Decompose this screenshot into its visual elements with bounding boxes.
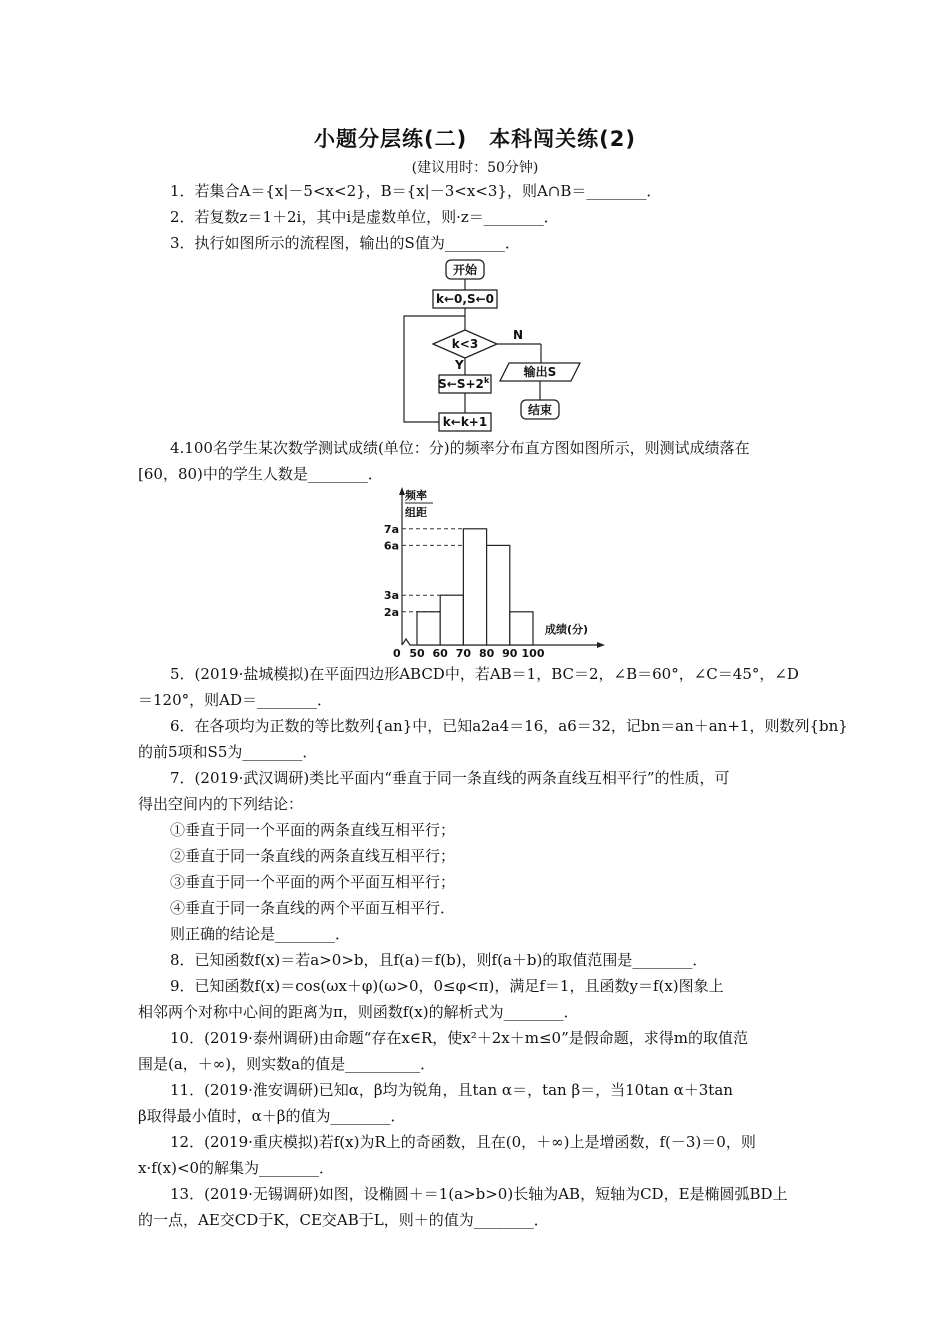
question-3: 3．执行如图所示的流程图，输出的S值为________．	[170, 234, 520, 252]
x-axis-label: 成绩(分)	[545, 623, 589, 636]
histogram-bar-50-60	[417, 612, 440, 645]
histogram-bar-70-80	[463, 529, 486, 645]
x-tick-label-50: 50	[409, 647, 425, 660]
question-4-line-2: [60，80)中的学生人数是________．	[138, 465, 383, 483]
question-7-conclusion: 则正确的结论是________．	[170, 925, 351, 943]
y-tick-label-7a: 7a	[383, 522, 399, 536]
flowchart-update-k-text: k←k+1	[442, 415, 488, 429]
flowchart	[395, 255, 595, 435]
histogram-bar-90-100	[510, 612, 533, 645]
flowchart-end-text: 结束	[527, 403, 553, 417]
question-6-line-2: 的前5项和S5为________．	[138, 743, 318, 761]
frequency-histogram	[375, 485, 615, 665]
flowchart-update-s-exponent: k	[484, 376, 490, 385]
y-tick-label-2a: 2a	[383, 605, 399, 619]
flowchart-output-text: 输出S	[523, 365, 557, 379]
question-12-line-1: 12．(2019·重庆模拟)若f(x)为R上的奇函数，且在(0，＋∞)上是增函数，f(－3)＝0，则	[170, 1133, 756, 1151]
question-2: 2．若复数z＝1＋2i，其中i是虚数单位，则·z＝________．	[170, 208, 559, 226]
y-axis-label-top: 频率	[405, 489, 427, 502]
flowchart-start-text: 开始	[452, 263, 478, 277]
question-11-line-2: β取得最小值时，α＋β的值为________．	[138, 1107, 406, 1125]
question-7-line-2: 得出空间内的下列结论：	[138, 795, 304, 813]
flowchart-init-text: k←0,S←0	[436, 292, 494, 306]
question-7-option-3: ③垂直于同一个平面的两个平面互相平行；	[170, 873, 456, 891]
flowchart-no-label: N	[513, 328, 524, 342]
origin-label: 0	[393, 647, 401, 660]
histogram-bar-60-70	[440, 595, 463, 645]
question-5-line-2: ＝120°，则AD＝________．	[138, 691, 332, 709]
page-title: 小题分层练(二) 本科闯关练(2)	[313, 127, 636, 151]
question-10-line-1: 10．(2019·泰州调研)由命题“存在x∈R，使x²＋2x＋m≤0”是假命题，求得m的取值范	[170, 1029, 748, 1047]
histogram-bar-80-90	[487, 545, 510, 645]
flowchart-yes-label: Y	[455, 358, 464, 372]
question-10-line-2: 围是(a，＋∞)，则实数a的值是__________．	[138, 1055, 436, 1073]
suggested-time: (建议用时：50分钟)	[411, 160, 539, 176]
question-9-line-1: 9．已知函数f(x)＝cos(ωx＋φ)(ω>0，0≤φ<π)，满足f＝1，且函数y＝f(x)图象上	[170, 977, 724, 995]
question-7-option-4: ④垂直于同一条直线的两个平面互相平行．	[170, 899, 456, 917]
question-13-line-1: 13．(2019·无锡调研)如图，设椭圆＋＝1(a>b>0)长轴为AB，短轴为CD，E是椭圆弧BD上	[170, 1185, 788, 1203]
x-tick-label-70: 70	[455, 647, 472, 660]
question-11-line-1: 11．(2019·淮安调研)已知α，β均为锐角，且tan α＝，tan β＝，当10tan α＋3tan	[170, 1081, 733, 1099]
question-4-line-1: 4.100名学生某次数学测试成绩(单位：分)的频率分布直方图如图所示，则测试成绩落在	[170, 439, 750, 457]
question-6-line-1: 6．在各项均为正数的等比数列{an}中，已知a2a4＝16，a6＝32，记bn＝an＋an+1，则数列{bn}	[170, 717, 848, 735]
flowchart-condition-text: k<3	[451, 337, 479, 351]
question-7-option-1: ①垂直于同一个平面的两条直线互相平行；	[170, 821, 456, 839]
y-tick-label-3a: 3a	[383, 589, 399, 603]
question-1: 1．若集合A＝{x|－5<x<2}，B＝{x|－3<x<3}，则A∩B＝________．	[170, 182, 662, 200]
question-5-line-1: 5．(2019·盐城模拟)在平面四边形ABCD中，若AB＝1，BC＝2，∠B＝60°，∠C＝45°，∠D	[170, 665, 799, 683]
flowchart-update-s-text: S←S+2	[438, 377, 484, 391]
x-tick-label-60: 60	[432, 647, 448, 660]
question-13-line-2: 的一点，AE交CD于K，CE交AB于L，则＋的值为________．	[138, 1211, 549, 1229]
question-7-option-2: ②垂直于同一条直线的两条直线互相平行；	[170, 847, 456, 865]
y-tick-label-6a: 6a	[383, 539, 399, 553]
question-7-line-1: 7．(2019·武汉调研)类比平面内“垂直于同一条直线的两条直线互相平行”的性质，可	[170, 769, 730, 787]
x-tick-label-100: 100	[521, 647, 545, 660]
question-9-line-2: 相邻两个对称中心间的距离为π，则函数f(x)的解析式为________．	[138, 1003, 579, 1021]
question-8: 8．已知函数f(x)＝若a>0>b，且f(a)＝f(b)，则f(a＋b)的取值范围是________．	[170, 951, 708, 969]
question-12-line-2: x·f(x)<0的解集为________．	[138, 1159, 335, 1177]
y-axis-label-bottom: 组距	[405, 506, 427, 519]
x-tick-label-90: 90	[502, 647, 518, 660]
x-tick-label-80: 80	[478, 647, 495, 660]
